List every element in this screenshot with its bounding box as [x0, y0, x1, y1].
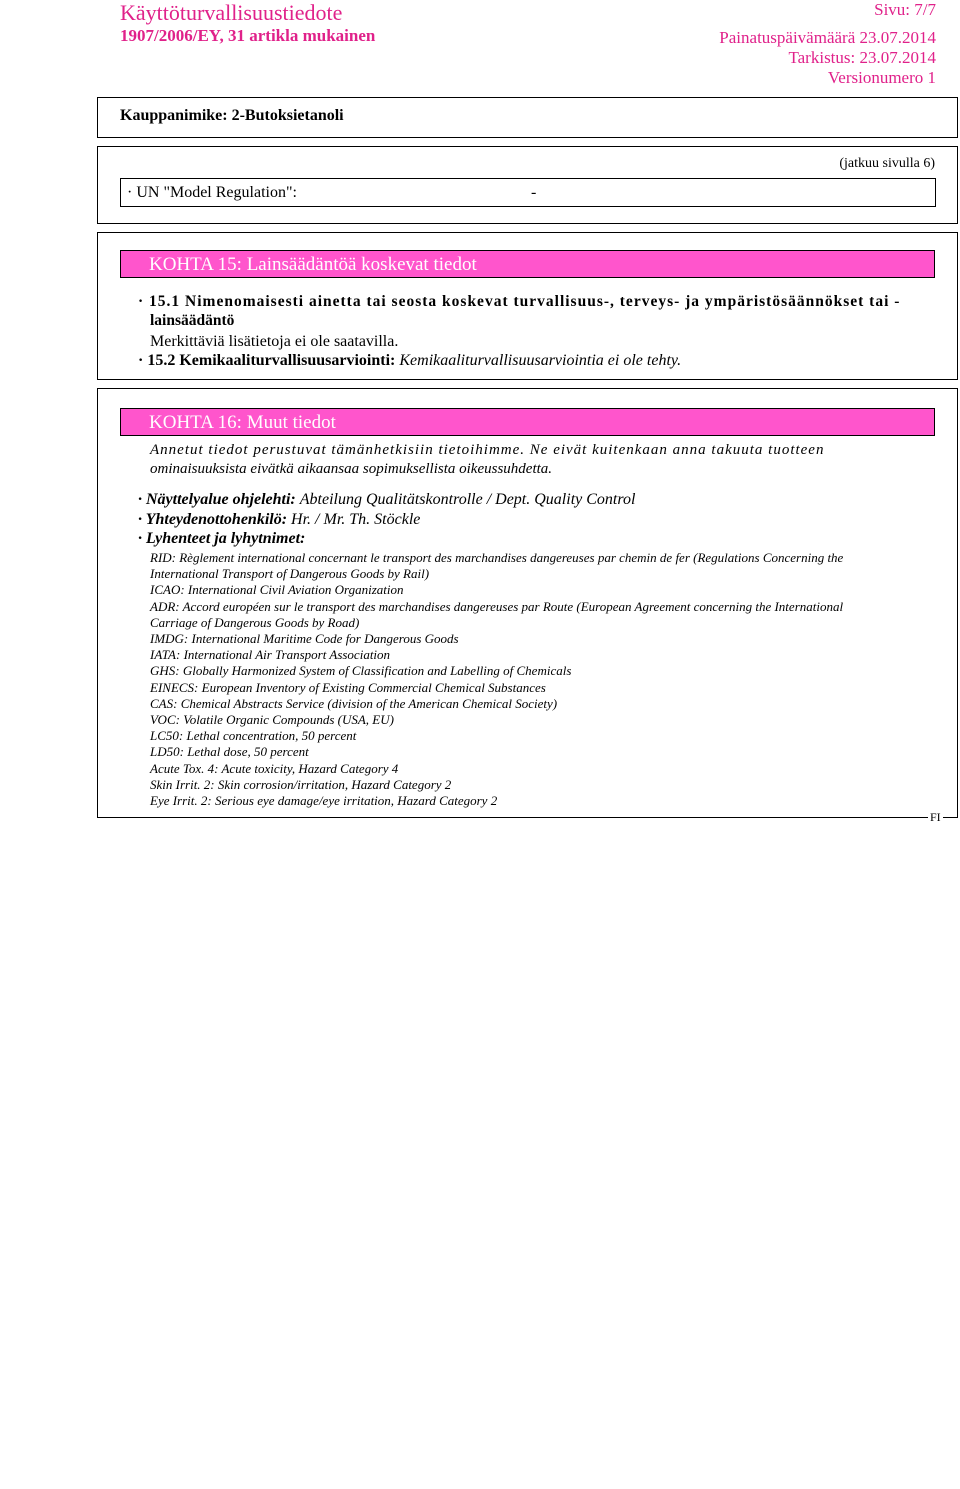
abbreviation-line: EINECS: European Inventory of Existing Commercial Chemical Substances	[150, 679, 546, 695]
revision-date: Tarkistus: 23.07.2014	[788, 48, 936, 67]
un-model-row	[120, 178, 936, 207]
abbreviation-line: Carriage of Dangerous Goods by Road)	[150, 614, 360, 630]
abbreviations-label: · Lyhenteet ja lyhytnimet:	[138, 530, 306, 547]
document-subtitle: 1907/2006/EY, 31 artikla mukainen	[120, 26, 376, 45]
abbreviation-line: Acute Tox. 4: Acute toxicity, Hazard Category 4	[150, 760, 399, 776]
un-model-value: -	[531, 184, 537, 201]
abbreviation-line: IATA: International Air Transport Association	[150, 647, 391, 663]
section-15-1-title-cont: lainsäädäntö	[150, 312, 235, 329]
trade-name-box	[97, 97, 958, 138]
document-title: Käyttöturvallisuustiedote	[120, 0, 343, 25]
issuer-value: Abteilung Qualitätskontrolle / Dept. Quality Control	[299, 491, 636, 508]
version-number: Versionumero 1	[827, 68, 936, 87]
language-tag: FI	[930, 810, 941, 824]
abbreviation-line: LC50: Lethal concentration, 50 percent	[150, 728, 357, 744]
trade-name: Kauppanimike: 2-Butoksietanoli	[120, 107, 344, 124]
abbreviations-list	[150, 550, 940, 809]
abbreviation-line: International Transport of Dangerous Goods by Rail)	[150, 566, 430, 582]
section-16-para-line1: Annetut tiedot perustuvat tämänhetkisiin tietoihimme. Ne eivät kuitenkaan anna takuuta tuotteen	[150, 442, 825, 458]
un-model-label: · UN "Model Regulation":	[127, 184, 297, 201]
abbreviation-line: RID: Règlement international concernant le transport des marchandises dangereuses par chemin de fer (Regulations Concerning the	[150, 550, 844, 565]
abbreviation-line: Skin Irrit. 2: Skin corrosion/irritation, Hazard Category 2	[150, 776, 452, 792]
section-16-para-line2: ominaisuuksista eivätkä aikaansaa sopimuksellista oikeussuhdetta.	[150, 461, 553, 477]
print-date: Painatuspäivämäärä 23.07.2014	[719, 28, 936, 47]
abbreviation-line: LD50: Lethal dose, 50 percent	[150, 744, 309, 760]
continued-box	[97, 146, 958, 224]
continued-note: (jatkuu sivulla 6)	[839, 156, 935, 171]
section-15-heading: KOHTA 15: Lainsäädäntöä koskevat tiedot	[120, 250, 935, 278]
abbreviation-line: ADR: Accord européen sur le transport des marchandises dangereuses par Route (European Agreement concerning the International	[150, 598, 844, 614]
contact-label: · Yhteydenottohenkilö:	[138, 511, 288, 528]
issuer-row	[138, 491, 635, 509]
section-15-1-text: Merkittäviä lisätietoja ei ole saatavilla.	[150, 333, 399, 350]
page-number: Sivu: 7/7	[874, 0, 936, 19]
section-15-2-label: · 15.2 Kemikaaliturvallisuusarviointi:	[138, 352, 396, 369]
issuer-label: · Näyttelyalue ohjelehti:	[138, 491, 296, 508]
abbreviation-line: GHS: Globally Harmonized System of Classification and Labelling of Chemicals	[150, 663, 572, 679]
abbreviation-line: CAS: Chemical Abstracts Service (division of the American Chemical Society)	[150, 695, 558, 711]
abbreviation-line: IMDG: International Maritime Code for Dangerous Goods	[150, 631, 459, 647]
section-15-2-text: Kemikaaliturvallisuusarviointia ei ole tehty.	[399, 352, 682, 369]
abbreviation-line: VOC: Volatile Organic Compounds (USA, EU)	[150, 712, 394, 728]
abbreviation-line: Eye Irrit. 2: Serious eye damage/eye irritation, Hazard Category 2	[150, 793, 498, 809]
contact-row	[138, 511, 420, 529]
abbreviation-line: ICAO: International Civil Aviation Organization	[150, 582, 404, 598]
section-16-heading: KOHTA 16: Muut tiedot	[120, 408, 935, 436]
section-15-1-title: · 15.1 Nimenomaisesti ainetta tai seosta koskevat turvallisuus-, terveys- ja ympäristösäännökset tai -	[138, 293, 901, 310]
contact-value: Hr. / Mr. Th. Stöckle	[291, 511, 421, 528]
section-15-2-row	[138, 352, 681, 370]
